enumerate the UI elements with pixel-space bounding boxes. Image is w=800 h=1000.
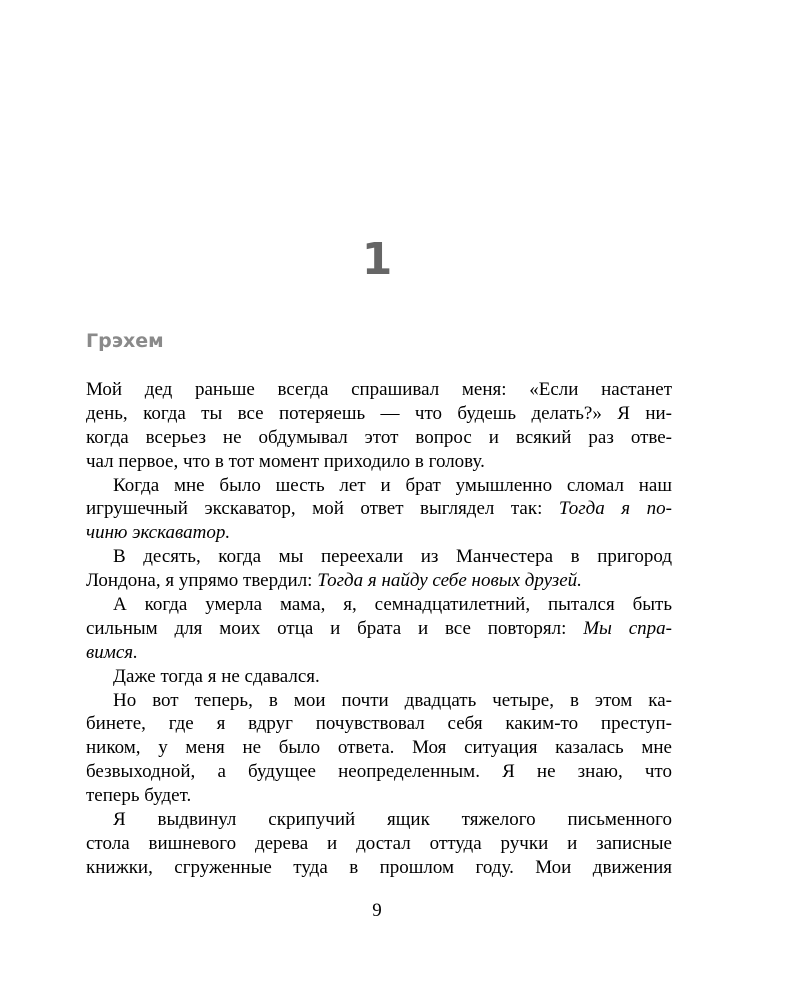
- paragraph: [86, 474, 672, 546]
- paragraph: [86, 808, 672, 880]
- paragraph: [86, 593, 672, 665]
- text-segment: бинете, где я вдруг почувствовал себя каким-то преступ-: [86, 713, 672, 735]
- text-line: [86, 856, 672, 880]
- page-number: 9: [372, 900, 382, 921]
- italic-text: Мы спра-: [583, 617, 672, 639]
- text-segment: стола вишневого дерева и достал оттуда ручки и записные: [86, 832, 672, 854]
- text-line: [86, 665, 672, 689]
- text-segment: книжки, сгруженные туда в прошлом году. Мои движения: [86, 856, 672, 878]
- italic-text: Тогда я найду себе новых друзей.: [317, 570, 582, 592]
- text-segment: Я выдвинул скрипучий ящик тяжелого письменного: [113, 809, 672, 831]
- text-line: [86, 474, 672, 498]
- text-line: [86, 832, 672, 856]
- text-segment: теперь будет.: [86, 785, 192, 807]
- text-line: [86, 641, 672, 665]
- text-line: [86, 402, 672, 426]
- chapter-title: Грэхем: [86, 330, 164, 352]
- text-line: [86, 808, 672, 832]
- text-line: [86, 450, 672, 474]
- text-line: [86, 784, 672, 808]
- text-segment: А когда умерла мама, я, семнадцатилетний, пытался быть: [113, 594, 672, 616]
- text-line: [86, 426, 672, 450]
- text-segment: Когда мне было шесть лет и брат умышленно сломал наш: [113, 474, 672, 496]
- text-line: [86, 760, 672, 784]
- text-line: [86, 545, 672, 569]
- text-segment: день, когда ты все потеряешь — что будешь делать?» Я ни-: [86, 402, 672, 424]
- text-segment: сильным для моих отца и брата и все повторял:: [86, 617, 584, 639]
- text-segment: Даже тогда я не сдавался.: [113, 665, 320, 687]
- italic-text: Тогда я по-: [558, 498, 672, 520]
- text-segment: чал первое, что в тот момент приходило в голову.: [86, 450, 485, 472]
- text-segment: Лондона, я упрямо твердил:: [86, 570, 318, 592]
- text-line: [86, 712, 672, 736]
- text-line: [86, 569, 672, 593]
- text-line: [86, 521, 672, 545]
- text-segment: В десять, когда мы переехали из Манчестера в пригород: [113, 546, 672, 568]
- text-segment: когда всерьез не обдумывал этот вопрос и всякий раз отве-: [86, 426, 672, 448]
- italic-text: вимся.: [86, 641, 138, 663]
- paragraph: [86, 545, 672, 593]
- text-segment: безвыходной, а будущее неопределенным. Я не знаю, что: [86, 761, 672, 783]
- text-segment: ником, у меня не было ответа. Моя ситуация казалась мне: [86, 737, 672, 759]
- italic-text: чиню экскаватор.: [86, 522, 231, 544]
- text-line: [86, 497, 672, 521]
- text-segment: Мой дед раньше всегда спрашивал меня: «Если настанет: [86, 379, 672, 400]
- paragraph: [86, 378, 672, 474]
- text-line: [86, 593, 672, 617]
- paragraph: [86, 665, 672, 689]
- body-text: [86, 378, 672, 880]
- text-segment: Но вот теперь, в мои почти двадцать четыре, в этом ка-: [113, 689, 672, 711]
- text-segment: игрушечный экскаватор, мой ответ выглядел так:: [86, 498, 559, 520]
- text-line: [86, 736, 672, 760]
- text-line: [86, 378, 672, 402]
- paragraph: [86, 689, 672, 808]
- chapter-number: 1: [361, 234, 393, 285]
- text-line: [86, 617, 672, 641]
- text-line: [86, 689, 672, 713]
